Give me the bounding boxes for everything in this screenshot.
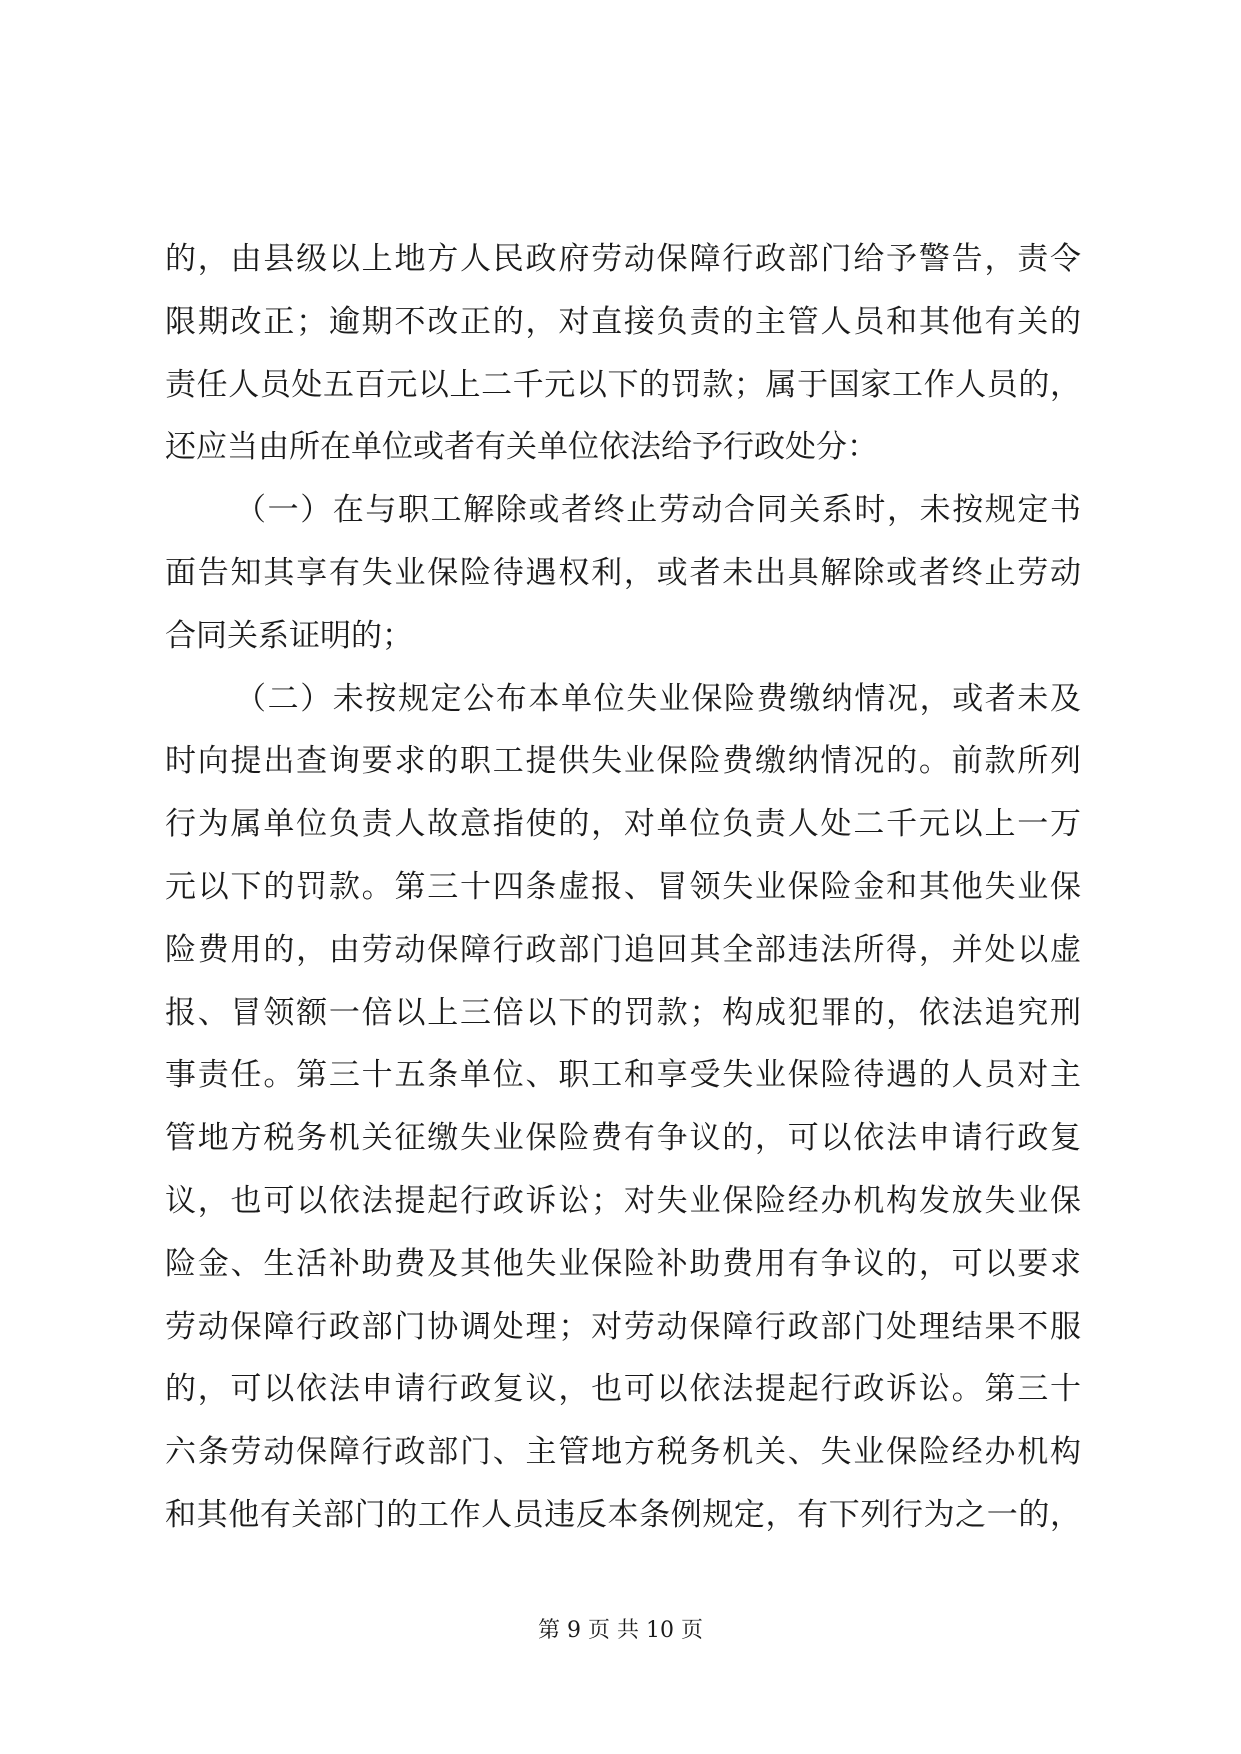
text-line-8: （二）未按规定公布本单位失业保险费缴纳情况，或者未及: [235, 680, 1081, 717]
text-line-13: 报、冒领额一倍以上三倍以下的罚款；构成犯罪的，依法追究刑: [165, 994, 1081, 1031]
text-line-5: （一）在与职工解除或者终止劳动合同关系时，未按规定书: [235, 492, 1081, 529]
text-line-9: 时向提出查询要求的职工提供失业保险费缴纳情况的。前款所列: [165, 743, 1081, 780]
text-line-10: 行为属单位负责人故意指使的，对单位负责人处二千元以上一万: [165, 806, 1081, 843]
text-line-1: 的，由县级以上地方人民政府劳动保障行政部门给予警告，责令: [165, 241, 1081, 277]
text-line-2: 限期改正；逾期不改正的，对直接负责的主管人员和其他有关的: [165, 303, 1081, 340]
text-line-21: 和其他有关部门的工作人员违反本条例规定，有下列行为之一的，: [165, 1496, 1081, 1533]
text-line-3: 责任人员处五百元以上二千元以下的罚款；属于国家工作人员的，: [165, 366, 1081, 403]
text-line-14: 事责任。第三十五条单位、职工和享受失业保险待遇的人员对主: [165, 1057, 1081, 1094]
text-line-19: 的，可以依法申请行政复议，也可以依法提起行政诉讼。第三十: [165, 1371, 1081, 1408]
text-line-4: 还应当由所在单位或者有关单位依法给予行政处分：: [165, 429, 878, 466]
text-line-6: 面告知其享有失业保险待遇权利，或者未出具解除或者终止劳动: [165, 554, 1081, 591]
text-line-17: 险金、生活补助费及其他失业保险补助费用有争议的，可以要求: [165, 1245, 1081, 1282]
text-line-20: 六条劳动保障行政部门、主管地方税务机关、失业保险经办机构: [165, 1434, 1081, 1471]
text-line-7: 合同关系证明的；: [165, 617, 413, 654]
text-line-11: 元以下的罚款。第三十四条虚报、冒领失业保险金和其他失业保: [165, 868, 1081, 905]
document-body: [165, 228, 1081, 1547]
text-line-18: 劳动保障行政部门协调处理；对劳动保障行政部门处理结果不服: [165, 1308, 1081, 1345]
text-line-16: 议，也可以依法提起行政诉讼；对失业保险经办机构发放失业保: [165, 1182, 1081, 1219]
page-number-footer: 第 9 页 共 10 页: [538, 1618, 703, 1643]
text-line-15: 管地方税务机关征缴失业保险费有争议的，可以依法申请行政复: [165, 1120, 1081, 1157]
text-line-12: 险费用的，由劳动保障行政部门追回其全部违法所得，并处以虚: [165, 931, 1081, 968]
